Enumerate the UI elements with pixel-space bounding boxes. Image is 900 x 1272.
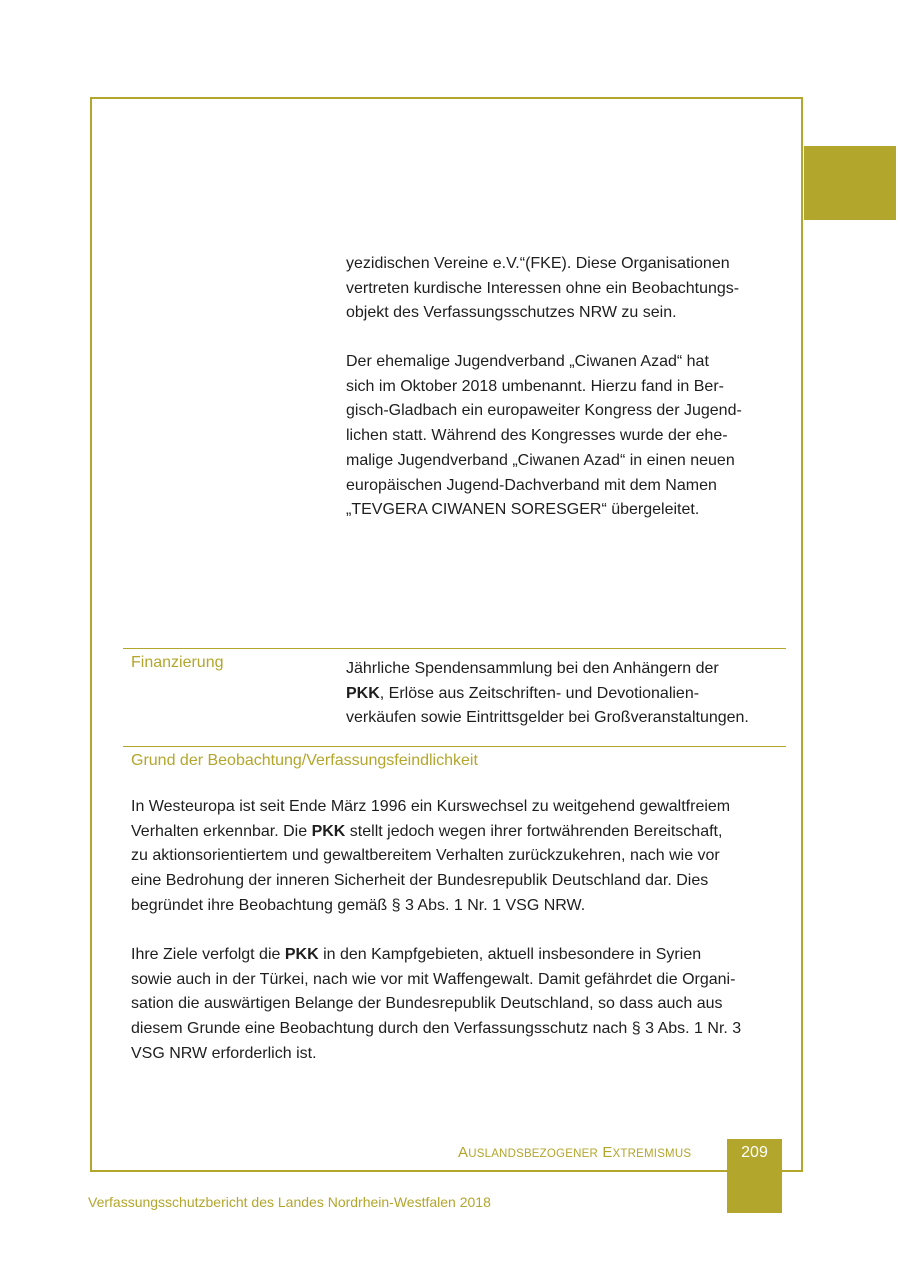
text-line: sation die auswärtigen Belange der Bundesrepublik Deutschland, so dass auch aus <box>131 995 723 1013</box>
text-line: zu aktionsorientiertem und gewaltbereitem Verhalten zurückzukehren, nach wie vor <box>131 847 720 865</box>
intro-paragraph-2 <box>346 350 786 523</box>
reason-paragraph-1 <box>131 795 791 919</box>
text-line: VSG NRW erforderlich ist. <box>131 1044 317 1062</box>
text-line <box>131 820 791 845</box>
text-span: , Erlöse aus Zeitschriften- und Devotionalien- <box>379 684 700 702</box>
text-line: gisch-Gladbach ein europaweiter Kongress der Jugend- <box>346 402 742 420</box>
report-title-footer: Verfassungsschutzbericht des Landes Nordrhein-Westfalen 2018 <box>88 1194 491 1210</box>
pkk-bold: PKK <box>284 946 319 963</box>
text-line: verkäufen sowie Eintrittsgelder bei Großveranstaltungen. <box>346 709 749 727</box>
pkk-bold: PKK <box>346 684 380 702</box>
text-line: europäischen Jugend-Dachverband mit dem Namen <box>346 476 717 494</box>
text-span: Verhalten erkennbar. Die <box>131 822 312 840</box>
text-span: Ihre Ziele verfolgt die <box>131 946 285 963</box>
text-line: eine Bedrohung der inneren Sicherheit der Bundesrepublik Deutschland dar. Dies <box>131 872 709 890</box>
text-span: E <box>602 1144 613 1161</box>
text-span: in den Kampfgebieten, aktuell insbesondere in Syrien <box>318 946 702 963</box>
section-divider <box>123 746 786 747</box>
text-line: objekt des Verfassungsschutzes NRW zu sein. <box>346 304 677 322</box>
text-line: Jährliche Spendensammlung bei den Anhängern der <box>346 660 719 677</box>
text-span: XTREMISMUS <box>612 1148 692 1160</box>
text-line: yezidischen Vereine e.V.“(FKE). Diese Organisationen <box>346 255 730 272</box>
text-span: stellt jedoch wegen ihrer fortwährenden Bereitschaft, <box>345 822 723 840</box>
section-heading: Grund der Beobachtung/Verfassungsfeindlichkeit <box>131 752 478 769</box>
section-running-title <box>458 1144 698 1161</box>
text-line: sich im Oktober 2018 umbenannt. Hierzu fand in Ber- <box>346 377 724 395</box>
text-line: malige Jugendverband „Ciwanen Azad“ in einen neuen <box>346 451 735 469</box>
text-line: Der ehemalige Jugendverband „Ciwanen Azad“ hat <box>346 353 709 370</box>
text-span: A <box>458 1144 469 1161</box>
text-line: „TEVGERA CIWANEN SORESGER“ übergeleitet. <box>346 501 700 519</box>
text-line: sowie auch in der Türkei, nach wie vor mit Waffengewalt. Damit gefährdet die Organi- <box>131 970 736 988</box>
text-line: vertreten kurdische Interessen ohne ein Beobachtungs- <box>346 279 740 297</box>
text-line <box>131 943 791 968</box>
financing-label: Finanzierung <box>131 654 224 671</box>
text-line: begründet ihre Beobachtung gemäß § 3 Abs. 1 Nr. 1 VSG NRW. <box>131 896 586 914</box>
page-number-box <box>727 1139 782 1213</box>
text-span: USLANDSBEZOGENER <box>468 1148 598 1160</box>
reason-paragraph-2 <box>131 943 791 1067</box>
text-line: diesem Grunde eine Beobachtung durch den Verfassungsschutz nach § 3 Abs. 1 Nr. 3 <box>131 1020 742 1038</box>
pkk-bold: PKK <box>311 822 346 840</box>
text-line: lichen statt. Während des Kongresses wurde der ehe- <box>346 427 728 445</box>
text-line <box>346 682 786 707</box>
chapter-tab <box>804 146 896 220</box>
text-line: In Westeuropa ist seit Ende März 1996 ein Kurswechsel zu weitgehend gewaltfreiem <box>131 798 731 815</box>
intro-paragraph-1 <box>346 252 786 326</box>
section-divider <box>123 648 786 649</box>
page-number: 209 <box>741 1144 768 1161</box>
financing-text <box>346 657 786 731</box>
